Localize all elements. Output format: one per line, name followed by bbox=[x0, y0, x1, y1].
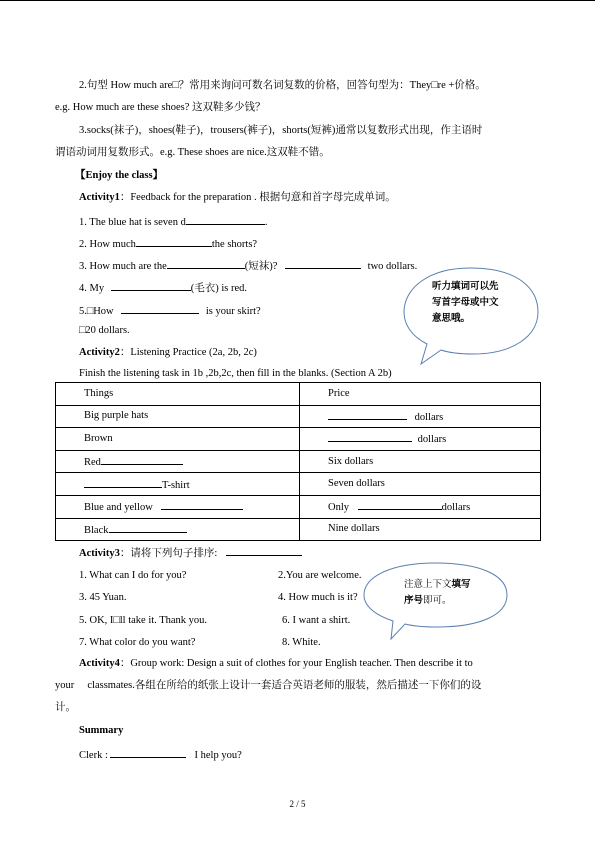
question-2 bbox=[79, 235, 257, 252]
cell-text: Six dollars bbox=[328, 455, 374, 467]
question-text: 5.□How bbox=[79, 306, 114, 317]
question-text: is your skirt? bbox=[205, 306, 261, 317]
example-line-2: e.g. How much are these shoes? 这双鞋多少钱？ bbox=[55, 102, 266, 113]
blank-field[interactable] bbox=[136, 235, 212, 247]
cell-text: Nine dollars bbox=[328, 523, 380, 535]
cell-text: Only bbox=[328, 502, 349, 514]
callout-tip-listening bbox=[432, 279, 512, 327]
table-header-cell: Price bbox=[300, 383, 541, 406]
cell-text: Blue and yellow bbox=[84, 502, 153, 514]
question-text: 4. My bbox=[79, 283, 105, 294]
sentence-6: 6. I want a shirt. bbox=[282, 615, 351, 626]
callout-text-part: 填写 bbox=[451, 579, 471, 590]
table-cell bbox=[56, 473, 300, 496]
callout-text bbox=[404, 577, 494, 593]
question-3 bbox=[79, 257, 417, 274]
clerk-line bbox=[79, 746, 242, 763]
table-header-cell: Things bbox=[56, 383, 300, 406]
activity4-line-2: your classmates.各组在所给的纸张上设计一套适合英语老师的服装，然后描述一下你们的设 bbox=[55, 680, 482, 691]
blank-field[interactable] bbox=[84, 476, 162, 488]
activity1-line bbox=[79, 191, 396, 205]
activity1-label: Activity1 bbox=[79, 192, 120, 203]
blank-field[interactable] bbox=[328, 430, 412, 442]
activity3-text: ：请将下列句子排序: bbox=[119, 548, 218, 559]
table-cell bbox=[300, 495, 541, 518]
table-header-row bbox=[56, 383, 541, 406]
blank-field[interactable] bbox=[167, 257, 245, 269]
clerk-text: I help you? bbox=[194, 750, 242, 761]
question-text: two dollars. bbox=[367, 261, 418, 272]
callout-text-part: 注意上下文 bbox=[404, 579, 452, 590]
blank-field[interactable] bbox=[161, 498, 243, 510]
blank-field[interactable] bbox=[101, 453, 183, 465]
clerk-label: Clerk : bbox=[79, 750, 108, 761]
table-cell bbox=[56, 428, 300, 451]
cell-text: T-shirt bbox=[162, 479, 190, 491]
question-text: (毛衣) is red. bbox=[190, 283, 247, 294]
sentence-3: 3. 45 Yuan. bbox=[79, 592, 127, 603]
activity2-line bbox=[79, 346, 257, 360]
blank-field[interactable] bbox=[186, 213, 265, 225]
table-cell bbox=[300, 450, 541, 473]
sentence-4: 4. How much is it? bbox=[278, 592, 358, 603]
summary-heading: Summary bbox=[79, 725, 124, 736]
cell-text: dollars bbox=[417, 434, 447, 446]
table-cell bbox=[56, 450, 300, 473]
cell-text: Red bbox=[84, 457, 101, 469]
table-row bbox=[56, 428, 541, 451]
blank-field[interactable] bbox=[285, 257, 361, 269]
question-text: the shorts? bbox=[211, 239, 258, 250]
cell-text: Big purple hats bbox=[84, 410, 149, 422]
question-text: 3. How much are the bbox=[79, 261, 167, 272]
table-row bbox=[56, 495, 541, 518]
callout-text: 听力填词可以先 bbox=[432, 281, 499, 292]
cell-text: Black bbox=[84, 524, 109, 536]
cell-text: dollars bbox=[441, 502, 471, 514]
activity1-text: ：Feedback for the preparation . 根据句意和首字母完成单词。 bbox=[119, 192, 396, 203]
blank-field[interactable] bbox=[109, 521, 187, 533]
header-rule bbox=[0, 0, 595, 1]
note-line-3: 3.socks(袜子)，shoes(鞋子)，trousers(裤子)，shorts(短裤)通常以复数形式出现，作主语时 bbox=[79, 125, 483, 136]
sentence-2: 2.You are welcome. bbox=[278, 570, 362, 581]
blank-field[interactable] bbox=[111, 279, 191, 291]
sentence-5: 5. OK, I□ll take it. Thank you. bbox=[79, 615, 208, 626]
answer-5: □20 dollars. bbox=[79, 325, 130, 336]
table-cell bbox=[300, 405, 541, 428]
question-text: . bbox=[264, 217, 268, 228]
callout-text-part: 序号 bbox=[404, 595, 424, 606]
table-cell bbox=[300, 518, 541, 541]
question-text: (短袜)? bbox=[244, 261, 278, 272]
activity3-line bbox=[79, 544, 302, 561]
order-answer-field[interactable] bbox=[226, 544, 302, 556]
question-text: 1. The blue hat is seven d bbox=[79, 217, 186, 228]
blank-field[interactable] bbox=[328, 408, 407, 420]
table-row bbox=[56, 450, 541, 473]
sentence-8: 8. White. bbox=[282, 637, 321, 648]
table-cell bbox=[300, 428, 541, 451]
callout-text: 意思哦。 bbox=[432, 313, 471, 324]
blank-field[interactable] bbox=[121, 302, 199, 314]
question-1 bbox=[79, 213, 267, 230]
page-number: 2 / 5 bbox=[289, 799, 306, 809]
question-4 bbox=[79, 279, 247, 296]
activity3-label: Activity3 bbox=[79, 548, 120, 559]
activity4-line-3: 计。 bbox=[55, 702, 76, 713]
blank-field[interactable] bbox=[110, 746, 186, 758]
cell-text: Seven dollars bbox=[328, 478, 385, 490]
callout-text-part: 即可。 bbox=[423, 595, 452, 606]
cell-text: dollars bbox=[414, 411, 444, 423]
sentence-7: 7. What color do you want? bbox=[79, 637, 196, 648]
table-cell bbox=[56, 518, 300, 541]
blank-field[interactable] bbox=[358, 498, 442, 510]
activity2-instruction: Finish the listening task in 1b ,2b,2c, then fill in the blanks. (Section A 2b) bbox=[79, 368, 392, 379]
activity2-text: ：Listening Practice (2a, 2b, 2c) bbox=[119, 347, 257, 358]
callout-text bbox=[404, 593, 494, 609]
listening-table bbox=[55, 382, 541, 541]
table-cell bbox=[56, 405, 300, 428]
table-cell bbox=[300, 473, 541, 496]
table-row bbox=[56, 518, 541, 541]
table-cell bbox=[56, 495, 300, 518]
sentence-1: 1. What can I do for you? bbox=[79, 570, 187, 581]
note-line-3-cont: 谓语动词用复数形式。e.g. These shoes are nice.这双鞋不错。 bbox=[55, 147, 330, 158]
section-heading: 【Enjoy the class】 bbox=[75, 170, 164, 181]
note-line-2: 2.句型 How much are□？常用来询问可数名词复数的价格，回答句型为：They□re +价格。 bbox=[79, 80, 486, 91]
activity2-label: Activity2 bbox=[79, 347, 120, 358]
callout-text: 写首字母或中文 bbox=[432, 297, 499, 308]
activity4-label: Activity4 bbox=[79, 658, 120, 669]
activity4-text: ：Group work: Design a suit of clothes for your English teacher. Then describe it to bbox=[119, 658, 473, 669]
activity4-line bbox=[79, 657, 473, 671]
cell-text: Brown bbox=[84, 432, 113, 444]
callout-tip-order bbox=[404, 577, 494, 609]
table-row bbox=[56, 405, 541, 428]
question-text: 2. How much bbox=[79, 239, 136, 250]
question-5 bbox=[79, 302, 261, 319]
table-row bbox=[56, 473, 541, 496]
